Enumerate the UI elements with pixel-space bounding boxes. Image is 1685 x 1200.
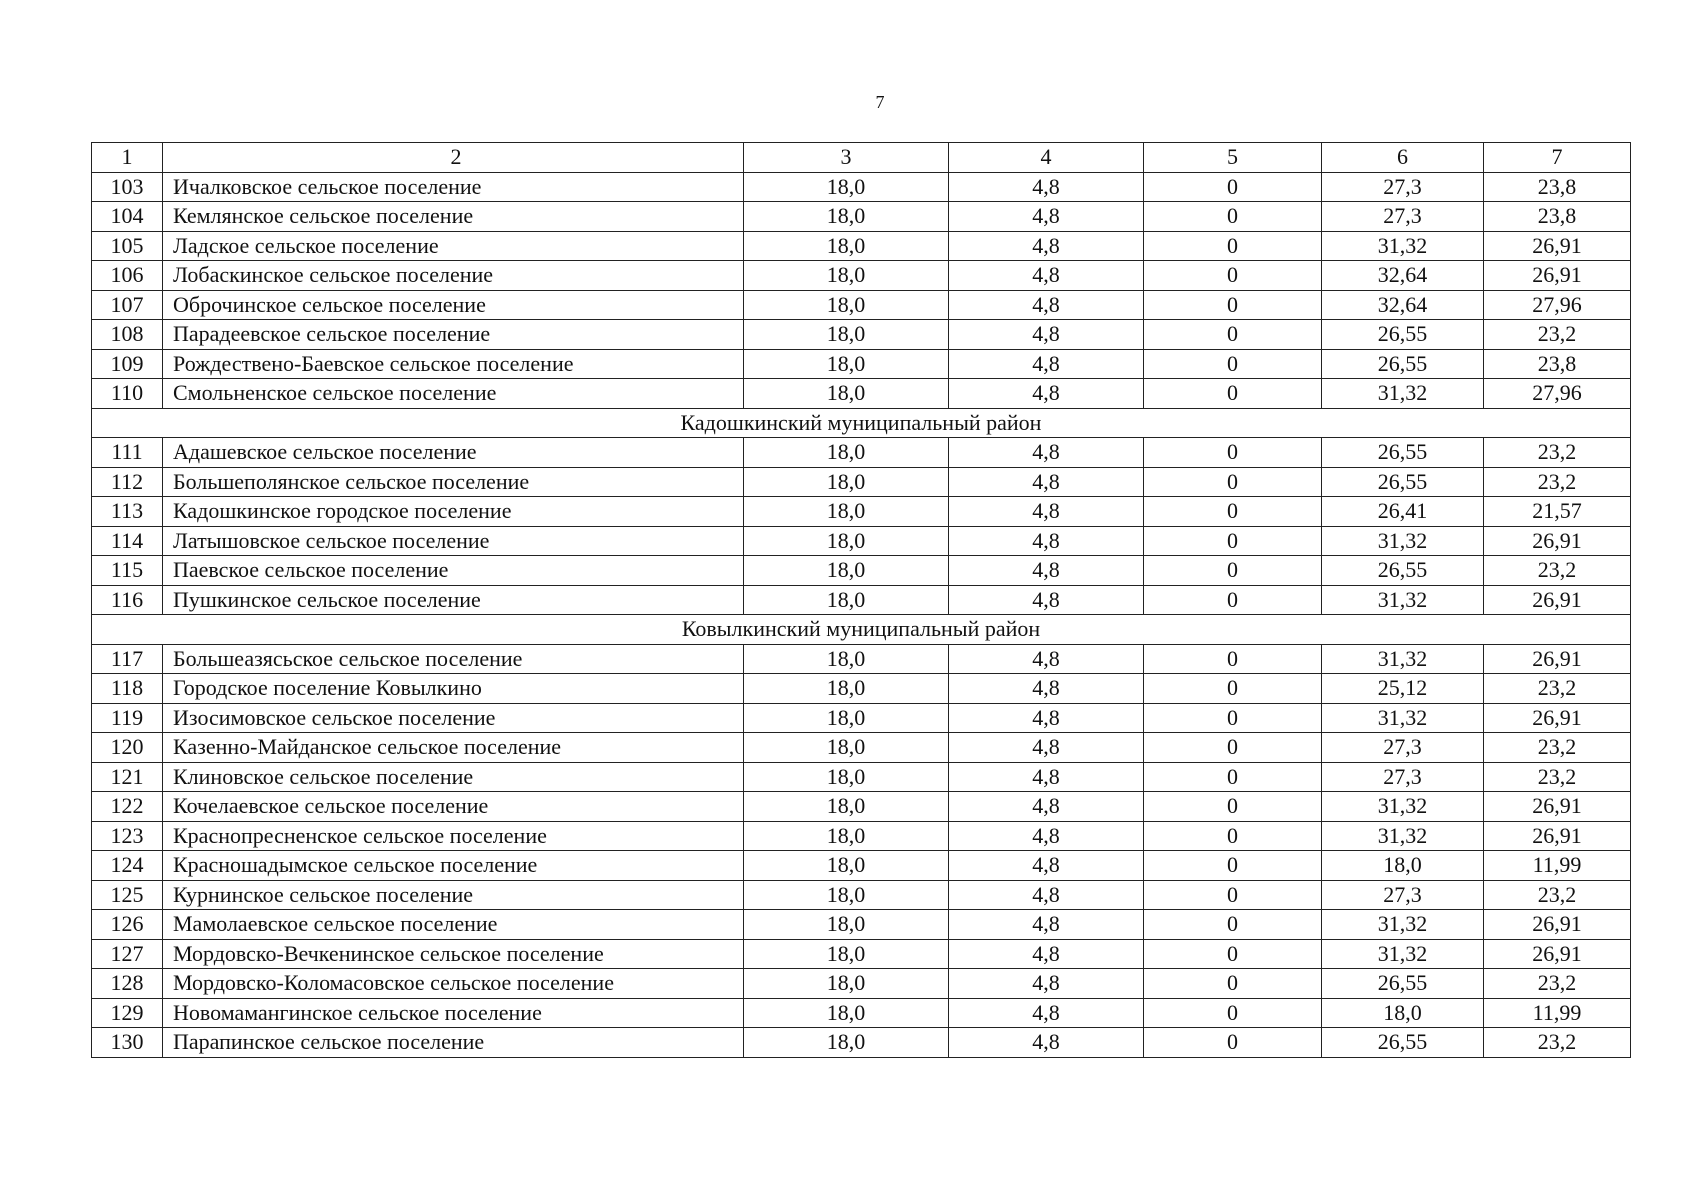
row-number-cell: 114 bbox=[92, 526, 163, 556]
header-cell-col-4: 4 bbox=[949, 143, 1144, 173]
settlement-name-cell: Лобаскинское сельское поселение bbox=[163, 261, 744, 291]
col-4-value-cell: 4,8 bbox=[949, 821, 1144, 851]
col-4-value-cell: 4,8 bbox=[949, 910, 1144, 940]
row-number-cell: 129 bbox=[92, 998, 163, 1028]
col-5-value-cell: 0 bbox=[1144, 556, 1322, 586]
table-row bbox=[92, 998, 1631, 1028]
col-7-value-cell: 23,2 bbox=[1484, 733, 1631, 763]
col-6-value-cell: 31,32 bbox=[1322, 585, 1484, 615]
col-3-value-cell: 18,0 bbox=[744, 880, 949, 910]
col-7-value-cell: 26,91 bbox=[1484, 261, 1631, 291]
settlement-name-cell: Ичалковское сельское поселение bbox=[163, 172, 744, 202]
col-3-value-cell: 18,0 bbox=[744, 320, 949, 350]
col-5-value-cell: 0 bbox=[1144, 172, 1322, 202]
col-4-value-cell: 4,8 bbox=[949, 762, 1144, 792]
col-6-value-cell: 26,55 bbox=[1322, 1028, 1484, 1058]
col-6-value-cell: 27,3 bbox=[1322, 733, 1484, 763]
col-4-value-cell: 4,8 bbox=[949, 261, 1144, 291]
row-number-cell: 105 bbox=[92, 231, 163, 261]
row-number-cell: 109 bbox=[92, 349, 163, 379]
row-number-cell: 106 bbox=[92, 261, 163, 291]
settlement-name-cell: Краснопресненское сельское поселение bbox=[163, 821, 744, 851]
settlement-name-cell: Оброчинское сельское поселение bbox=[163, 290, 744, 320]
col-6-value-cell: 31,32 bbox=[1322, 910, 1484, 940]
settlement-name-cell: Кемлянское сельское поселение bbox=[163, 202, 744, 232]
col-4-value-cell: 4,8 bbox=[949, 467, 1144, 497]
header-cell-col-1: 1 bbox=[92, 143, 163, 173]
table-row bbox=[92, 556, 1631, 586]
col-4-value-cell: 4,8 bbox=[949, 880, 1144, 910]
settlement-name-cell: Мордовско-Вечкенинское сельское поселение bbox=[163, 939, 744, 969]
col-4-value-cell: 4,8 bbox=[949, 792, 1144, 822]
col-3-value-cell: 18,0 bbox=[744, 231, 949, 261]
col-7-value-cell: 27,96 bbox=[1484, 379, 1631, 409]
row-number-cell: 104 bbox=[92, 202, 163, 232]
col-7-value-cell: 26,91 bbox=[1484, 910, 1631, 940]
col-5-value-cell: 0 bbox=[1144, 910, 1322, 940]
district-section-title: Кадошкинский муниципальный район bbox=[92, 408, 1631, 438]
col-6-value-cell: 26,55 bbox=[1322, 438, 1484, 468]
table-row bbox=[92, 733, 1631, 763]
col-3-value-cell: 18,0 bbox=[744, 939, 949, 969]
settlement-name-cell: Городское поселение Ковылкино bbox=[163, 674, 744, 704]
col-6-value-cell: 31,32 bbox=[1322, 526, 1484, 556]
col-6-value-cell: 31,32 bbox=[1322, 231, 1484, 261]
row-number-cell: 115 bbox=[92, 556, 163, 586]
settlement-name-cell: Красношадымское сельское поселение bbox=[163, 851, 744, 881]
col-7-value-cell: 21,57 bbox=[1484, 497, 1631, 527]
col-3-value-cell: 18,0 bbox=[744, 379, 949, 409]
col-7-value-cell: 26,91 bbox=[1484, 792, 1631, 822]
col-5-value-cell: 0 bbox=[1144, 644, 1322, 674]
table-row bbox=[92, 910, 1631, 940]
col-3-value-cell: 18,0 bbox=[744, 349, 949, 379]
table-row bbox=[92, 261, 1631, 291]
col-3-value-cell: 18,0 bbox=[744, 438, 949, 468]
col-5-value-cell: 0 bbox=[1144, 762, 1322, 792]
col-4-value-cell: 4,8 bbox=[949, 1028, 1144, 1058]
row-number-cell: 128 bbox=[92, 969, 163, 999]
settlement-name-cell: Кадошкинское городское поселение bbox=[163, 497, 744, 527]
col-6-value-cell: 26,55 bbox=[1322, 969, 1484, 999]
table-row bbox=[92, 231, 1631, 261]
col-7-value-cell: 27,96 bbox=[1484, 290, 1631, 320]
col-7-value-cell: 23,2 bbox=[1484, 467, 1631, 497]
settlement-name-cell: Адашевское сельское поселение bbox=[163, 438, 744, 468]
table-row bbox=[92, 880, 1631, 910]
col-6-value-cell: 27,3 bbox=[1322, 172, 1484, 202]
settlement-name-cell: Кочелаевское сельское поселение bbox=[163, 792, 744, 822]
row-number-cell: 127 bbox=[92, 939, 163, 969]
col-5-value-cell: 0 bbox=[1144, 851, 1322, 881]
row-number-cell: 111 bbox=[92, 438, 163, 468]
row-number-cell: 116 bbox=[92, 585, 163, 615]
row-number-cell: 120 bbox=[92, 733, 163, 763]
table-row bbox=[92, 762, 1631, 792]
col-5-value-cell: 0 bbox=[1144, 467, 1322, 497]
col-4-value-cell: 4,8 bbox=[949, 438, 1144, 468]
settlement-name-cell: Латышовское сельское поселение bbox=[163, 526, 744, 556]
table-body bbox=[92, 143, 1631, 1058]
col-4-value-cell: 4,8 bbox=[949, 231, 1144, 261]
col-4-value-cell: 4,8 bbox=[949, 939, 1144, 969]
table-row bbox=[92, 703, 1631, 733]
col-5-value-cell: 0 bbox=[1144, 703, 1322, 733]
col-4-value-cell: 4,8 bbox=[949, 290, 1144, 320]
header-cell-col-3: 3 bbox=[744, 143, 949, 173]
settlement-name-cell: Большеполянское сельское поселение bbox=[163, 467, 744, 497]
col-7-value-cell: 26,91 bbox=[1484, 644, 1631, 674]
table-row bbox=[92, 1028, 1631, 1058]
col-3-value-cell: 18,0 bbox=[744, 497, 949, 527]
table-row bbox=[92, 939, 1631, 969]
col-6-value-cell: 31,32 bbox=[1322, 703, 1484, 733]
row-number-cell: 119 bbox=[92, 703, 163, 733]
row-number-cell: 117 bbox=[92, 644, 163, 674]
settlement-name-cell: Курнинское сельское поселение bbox=[163, 880, 744, 910]
col-7-value-cell: 23,2 bbox=[1484, 1028, 1631, 1058]
row-number-cell: 126 bbox=[92, 910, 163, 940]
table-row bbox=[92, 969, 1631, 999]
col-5-value-cell: 0 bbox=[1144, 939, 1322, 969]
row-number-cell: 125 bbox=[92, 880, 163, 910]
col-5-value-cell: 0 bbox=[1144, 1028, 1322, 1058]
row-number-cell: 130 bbox=[92, 1028, 163, 1058]
header-cell-col-7: 7 bbox=[1484, 143, 1631, 173]
settlement-name-cell: Новомамангинское сельское поселение bbox=[163, 998, 744, 1028]
col-6-value-cell: 27,3 bbox=[1322, 202, 1484, 232]
col-6-value-cell: 25,12 bbox=[1322, 674, 1484, 704]
col-7-value-cell: 26,91 bbox=[1484, 585, 1631, 615]
settlement-name-cell: Изосимовское сельское поселение bbox=[163, 703, 744, 733]
col-4-value-cell: 4,8 bbox=[949, 556, 1144, 586]
col-6-value-cell: 31,32 bbox=[1322, 792, 1484, 822]
table-row bbox=[92, 644, 1631, 674]
col-6-value-cell: 32,64 bbox=[1322, 290, 1484, 320]
settlements-table bbox=[91, 142, 1631, 1058]
row-number-cell: 107 bbox=[92, 290, 163, 320]
col-7-value-cell: 23,2 bbox=[1484, 320, 1631, 350]
col-6-value-cell: 31,32 bbox=[1322, 379, 1484, 409]
col-6-value-cell: 26,55 bbox=[1322, 467, 1484, 497]
col-6-value-cell: 31,32 bbox=[1322, 821, 1484, 851]
col-4-value-cell: 4,8 bbox=[949, 644, 1144, 674]
col-5-value-cell: 0 bbox=[1144, 880, 1322, 910]
col-4-value-cell: 4,8 bbox=[949, 202, 1144, 232]
col-3-value-cell: 18,0 bbox=[744, 762, 949, 792]
col-3-value-cell: 18,0 bbox=[744, 526, 949, 556]
col-3-value-cell: 18,0 bbox=[744, 467, 949, 497]
header-cell-col-2: 2 bbox=[163, 143, 744, 173]
col-7-value-cell: 23,8 bbox=[1484, 172, 1631, 202]
settlement-name-cell: Паевское сельское поселение bbox=[163, 556, 744, 586]
col-3-value-cell: 18,0 bbox=[744, 585, 949, 615]
col-4-value-cell: 4,8 bbox=[949, 733, 1144, 763]
table-row bbox=[92, 438, 1631, 468]
table-row bbox=[92, 467, 1631, 497]
settlement-name-cell: Парапинское сельское поселение bbox=[163, 1028, 744, 1058]
col-7-value-cell: 23,2 bbox=[1484, 762, 1631, 792]
col-3-value-cell: 18,0 bbox=[744, 261, 949, 291]
col-5-value-cell: 0 bbox=[1144, 202, 1322, 232]
col-6-value-cell: 26,55 bbox=[1322, 320, 1484, 350]
col-7-value-cell: 26,91 bbox=[1484, 939, 1631, 969]
table-row bbox=[92, 202, 1631, 232]
col-7-value-cell: 23,8 bbox=[1484, 349, 1631, 379]
col-5-value-cell: 0 bbox=[1144, 497, 1322, 527]
district-section-row bbox=[92, 615, 1631, 645]
col-5-value-cell: 0 bbox=[1144, 821, 1322, 851]
header-cell-col-6: 6 bbox=[1322, 143, 1484, 173]
table-row bbox=[92, 821, 1631, 851]
table-row bbox=[92, 497, 1631, 527]
col-5-value-cell: 0 bbox=[1144, 526, 1322, 556]
col-7-value-cell: 11,99 bbox=[1484, 998, 1631, 1028]
col-4-value-cell: 4,8 bbox=[949, 585, 1144, 615]
col-4-value-cell: 4,8 bbox=[949, 497, 1144, 527]
col-6-value-cell: 18,0 bbox=[1322, 851, 1484, 881]
col-3-value-cell: 18,0 bbox=[744, 674, 949, 704]
district-section-title: Ковылкинский муниципальный район bbox=[92, 615, 1631, 645]
col-4-value-cell: 4,8 bbox=[949, 526, 1144, 556]
col-3-value-cell: 18,0 bbox=[744, 969, 949, 999]
col-3-value-cell: 18,0 bbox=[744, 703, 949, 733]
col-4-value-cell: 4,8 bbox=[949, 998, 1144, 1028]
col-7-value-cell: 26,91 bbox=[1484, 526, 1631, 556]
col-4-value-cell: 4,8 bbox=[949, 172, 1144, 202]
col-6-value-cell: 18,0 bbox=[1322, 998, 1484, 1028]
col-5-value-cell: 0 bbox=[1144, 998, 1322, 1028]
col-3-value-cell: 18,0 bbox=[744, 556, 949, 586]
col-6-value-cell: 32,64 bbox=[1322, 261, 1484, 291]
row-number-cell: 124 bbox=[92, 851, 163, 881]
settlement-name-cell: Пушкинское сельское поселение bbox=[163, 585, 744, 615]
col-5-value-cell: 0 bbox=[1144, 290, 1322, 320]
settlement-name-cell: Клиновское сельское поселение bbox=[163, 762, 744, 792]
row-number-cell: 113 bbox=[92, 497, 163, 527]
col-4-value-cell: 4,8 bbox=[949, 703, 1144, 733]
col-3-value-cell: 18,0 bbox=[744, 733, 949, 763]
col-6-value-cell: 26,55 bbox=[1322, 349, 1484, 379]
col-5-value-cell: 0 bbox=[1144, 231, 1322, 261]
header-cell-col-5: 5 bbox=[1144, 143, 1322, 173]
col-7-value-cell: 26,91 bbox=[1484, 703, 1631, 733]
col-7-value-cell: 23,2 bbox=[1484, 556, 1631, 586]
table-row bbox=[92, 379, 1631, 409]
settlement-name-cell: Мордовско-Коломасовское сельское поселение bbox=[163, 969, 744, 999]
settlement-name-cell: Ладское сельское поселение bbox=[163, 231, 744, 261]
col-3-value-cell: 18,0 bbox=[744, 644, 949, 674]
col-5-value-cell: 0 bbox=[1144, 674, 1322, 704]
table-row bbox=[92, 349, 1631, 379]
col-5-value-cell: 0 bbox=[1144, 349, 1322, 379]
table-row bbox=[92, 172, 1631, 202]
col-5-value-cell: 0 bbox=[1144, 969, 1322, 999]
col-7-value-cell: 23,2 bbox=[1484, 438, 1631, 468]
row-number-cell: 103 bbox=[92, 172, 163, 202]
row-number-cell: 123 bbox=[92, 821, 163, 851]
table-header-row bbox=[92, 143, 1631, 173]
col-4-value-cell: 4,8 bbox=[949, 674, 1144, 704]
table-row bbox=[92, 290, 1631, 320]
col-7-value-cell: 26,91 bbox=[1484, 821, 1631, 851]
col-3-value-cell: 18,0 bbox=[744, 172, 949, 202]
col-4-value-cell: 4,8 bbox=[949, 320, 1144, 350]
col-4-value-cell: 4,8 bbox=[949, 969, 1144, 999]
col-3-value-cell: 18,0 bbox=[744, 792, 949, 822]
table-row bbox=[92, 320, 1631, 350]
table-row bbox=[92, 792, 1631, 822]
row-number-cell: 108 bbox=[92, 320, 163, 350]
col-4-value-cell: 4,8 bbox=[949, 851, 1144, 881]
settlement-name-cell: Смольненское сельское поселение bbox=[163, 379, 744, 409]
table-row bbox=[92, 851, 1631, 881]
row-number-cell: 118 bbox=[92, 674, 163, 704]
table-row bbox=[92, 526, 1631, 556]
col-5-value-cell: 0 bbox=[1144, 585, 1322, 615]
col-7-value-cell: 26,91 bbox=[1484, 231, 1631, 261]
col-5-value-cell: 0 bbox=[1144, 320, 1322, 350]
col-5-value-cell: 0 bbox=[1144, 733, 1322, 763]
settlement-name-cell: Казенно-Майданское сельское поселение bbox=[163, 733, 744, 763]
settlement-name-cell: Рождествено-Баевское сельское поселение bbox=[163, 349, 744, 379]
district-section-row bbox=[92, 408, 1631, 438]
row-number-cell: 121 bbox=[92, 762, 163, 792]
table-row bbox=[92, 674, 1631, 704]
col-6-value-cell: 27,3 bbox=[1322, 880, 1484, 910]
page-number: 7 bbox=[875, 92, 885, 112]
col-3-value-cell: 18,0 bbox=[744, 998, 949, 1028]
col-7-value-cell: 23,2 bbox=[1484, 969, 1631, 999]
settlement-name-cell: Парадеевское сельское поселение bbox=[163, 320, 744, 350]
col-6-value-cell: 26,55 bbox=[1322, 556, 1484, 586]
col-3-value-cell: 18,0 bbox=[744, 821, 949, 851]
col-3-value-cell: 18,0 bbox=[744, 910, 949, 940]
col-4-value-cell: 4,8 bbox=[949, 379, 1144, 409]
col-3-value-cell: 18,0 bbox=[744, 1028, 949, 1058]
col-3-value-cell: 18,0 bbox=[744, 290, 949, 320]
row-number-cell: 112 bbox=[92, 467, 163, 497]
col-5-value-cell: 0 bbox=[1144, 438, 1322, 468]
col-7-value-cell: 23,2 bbox=[1484, 674, 1631, 704]
col-6-value-cell: 26,41 bbox=[1322, 497, 1484, 527]
col-5-value-cell: 0 bbox=[1144, 792, 1322, 822]
settlement-name-cell: Большеазясьское сельское поселение bbox=[163, 644, 744, 674]
col-3-value-cell: 18,0 bbox=[744, 202, 949, 232]
settlement-name-cell: Мамолаевское сельское поселение bbox=[163, 910, 744, 940]
table-row bbox=[92, 585, 1631, 615]
col-7-value-cell: 23,8 bbox=[1484, 202, 1631, 232]
col-6-value-cell: 27,3 bbox=[1322, 762, 1484, 792]
col-7-value-cell: 11,99 bbox=[1484, 851, 1631, 881]
col-6-value-cell: 31,32 bbox=[1322, 644, 1484, 674]
col-5-value-cell: 0 bbox=[1144, 379, 1322, 409]
row-number-cell: 110 bbox=[92, 379, 163, 409]
col-6-value-cell: 31,32 bbox=[1322, 939, 1484, 969]
col-5-value-cell: 0 bbox=[1144, 261, 1322, 291]
col-3-value-cell: 18,0 bbox=[744, 851, 949, 881]
col-7-value-cell: 23,2 bbox=[1484, 880, 1631, 910]
col-4-value-cell: 4,8 bbox=[949, 349, 1144, 379]
row-number-cell: 122 bbox=[92, 792, 163, 822]
